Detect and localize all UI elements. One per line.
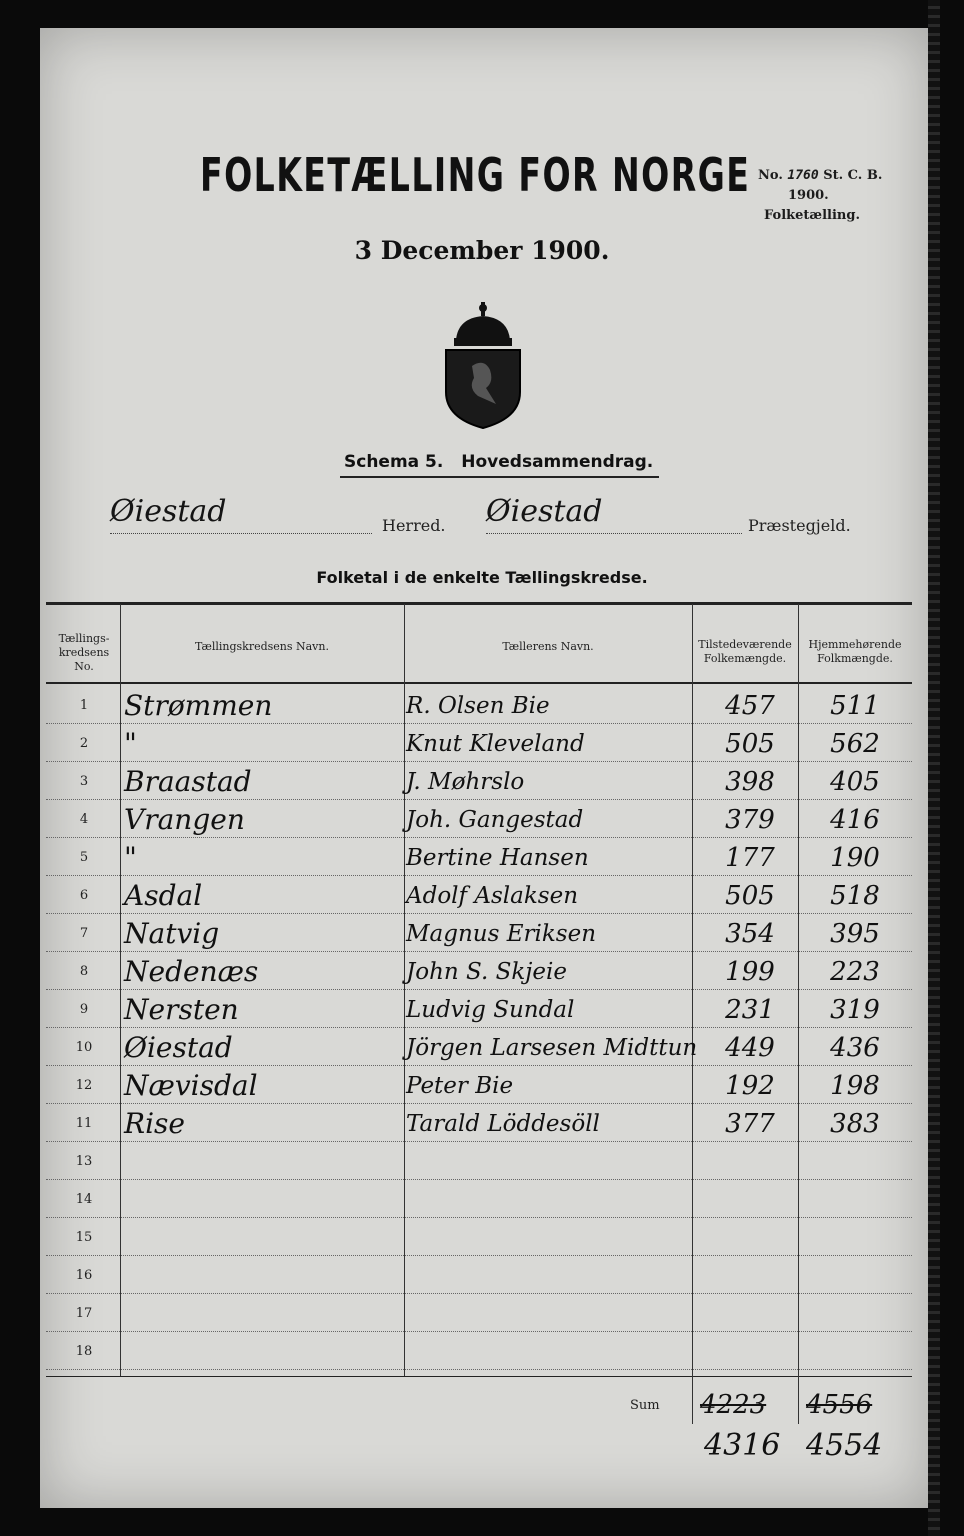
district-name: Øiestad [124,1031,233,1064]
enumerator-name: R. Olsen Bie [406,693,550,719]
present-population: 449 [725,1033,775,1063]
district-name: Nedenæs [124,955,259,988]
row-number: 2 [79,736,89,751]
table-header-rule [46,682,912,684]
page-title: FOLKETÆLLING FOR NORGE [200,148,751,202]
resident-population: 511 [830,691,880,721]
header-no: Tællings-kredsens No. [58,632,110,673]
herred-label: Herred. [382,516,446,535]
district-name: " [124,841,137,874]
resident-population: 405 [830,767,880,797]
present-population [702,1222,798,1254]
header-name: Tællingskredsens Navn. [195,640,329,653]
enumerator-name: Bertine Hansen [406,845,589,871]
present-population [702,1298,798,1330]
district-name: Braastad [124,765,252,798]
table-row [46,990,912,1028]
enumerator-name: Magnus Eriksen [406,921,597,947]
resident-population: 383 [830,1109,880,1139]
district-name: Rise [124,1107,185,1140]
resident-population: 223 [830,957,880,987]
table-row [46,724,912,762]
resident-population [802,1184,908,1216]
sum-tils-value: 4223 [700,1390,767,1420]
enumerator-name: Joh. Gangestad [406,807,584,833]
resident-population: 416 [830,805,880,835]
table-subtitle: Folketal i de enkelte Tællingskredse. [316,568,648,587]
header-teller: Tællerens Navn. [502,640,594,653]
table-bottom-rule [46,1376,912,1377]
table-top-rule [46,602,912,605]
schema-heading [340,452,659,478]
table-row [46,1104,912,1142]
table-row [46,1294,912,1332]
row-number: 8 [79,964,89,979]
row-number: 5 [79,850,89,865]
resident-population: 436 [830,1033,880,1063]
enumerator-name [406,1184,696,1216]
stamp-suffix: St. C. B. [823,168,883,183]
row-number: 12 [75,1078,93,1093]
enumerator-name: Tarald Löddesöll [406,1111,600,1137]
enumerator-name [406,1222,696,1254]
row-number: 10 [75,1040,93,1055]
district-name: Vrangen [124,803,245,836]
row-number: 7 [79,926,89,941]
resident-population: 190 [830,843,880,873]
table-row [46,838,912,876]
district-name [124,1184,404,1216]
present-population [702,1146,798,1178]
present-population: 231 [725,995,775,1025]
prestegjeld-label: Præstegjeld. [748,516,851,535]
row-number: 13 [75,1154,93,1169]
resident-population [802,1298,908,1330]
row-number: 11 [75,1116,93,1131]
herred-value: Øiestad [110,494,227,529]
present-population: 457 [725,691,775,721]
row-number: 3 [79,774,89,789]
present-population: 377 [725,1109,775,1139]
stamp-no-label: No. [758,168,783,183]
row-number: 15 [75,1230,93,1245]
herred-dotted-line [110,532,372,534]
enumerator-name: John S. Skjeie [406,959,567,985]
resident-population [802,1260,908,1292]
binding-edge [928,0,940,1536]
stamp-year: 1900. [788,188,829,203]
present-population: 354 [725,919,775,949]
resident-population: 562 [830,729,880,759]
table-row [46,686,912,724]
present-population [702,1184,798,1216]
resident-population: 319 [830,995,880,1025]
district-name: Strømmen [124,689,273,722]
present-population [702,1260,798,1292]
stamp-word: Folketælling. [764,208,860,223]
table-row [46,1180,912,1218]
table-row [46,762,912,800]
present-population: 379 [725,805,775,835]
present-population: 505 [725,881,775,911]
resident-population [802,1336,908,1368]
sum-hjem-value: 4556 [806,1390,873,1420]
enumerator-name: Adolf Aslaksen [406,883,579,909]
district-name [124,1298,404,1330]
table-row [46,1332,912,1370]
resident-population [802,1146,908,1178]
header-tils: Tilstedeværende Folkemængde. [698,638,792,665]
district-name [124,1336,404,1368]
corrected-tils-value: 4316 [704,1428,781,1463]
row-number: 6 [79,888,89,903]
header-hjem: Hjemmehørende Folkmængde. [808,638,902,665]
district-name [124,1146,404,1178]
prestegjeld-dotted-line [486,532,742,534]
schema-title: Hovedsammendrag. [461,452,654,472]
archive-stamp [758,166,918,226]
row-number: 17 [75,1306,93,1321]
district-name: Asdal [124,879,203,912]
district-name: Natvig [124,917,220,950]
table-row [46,1066,912,1104]
district-name [124,1222,404,1254]
resident-population: 198 [830,1071,880,1101]
table-row [46,1142,912,1180]
enumerator-name: Ludvig Sundal [406,997,575,1023]
table-row [46,1256,912,1294]
enumerator-name: J. Møhrslo [406,769,525,795]
enumerator-name: Peter Bie [406,1073,514,1099]
table-row [46,914,912,952]
row-number: 4 [79,812,89,827]
resident-population: 395 [830,919,880,949]
row-number: 9 [79,1002,89,1017]
district-name: Nersten [124,993,239,1026]
row-number: 18 [75,1344,93,1359]
present-population: 192 [725,1071,775,1101]
table-row [46,800,912,838]
present-population: 177 [725,843,775,873]
row-number: 16 [75,1268,93,1283]
present-population: 505 [725,729,775,759]
enumerator-name [406,1260,696,1292]
district-name [124,1260,404,1292]
row-dotted-line [46,1369,912,1370]
row-number: 1 [79,698,89,713]
present-population [702,1336,798,1368]
enumerator-name [406,1336,696,1368]
resident-population: 518 [830,881,880,911]
district-name: " [124,727,137,760]
coat-of-arms-icon [438,300,528,430]
resident-population [802,1222,908,1254]
present-population: 398 [725,767,775,797]
table-row [46,952,912,990]
district-name: Nævisdal [124,1069,258,1102]
schema-label: Schema 5. [344,452,444,472]
enumerator-name [406,1146,696,1178]
table-row [46,876,912,914]
enumerator-name: Knut Kleveland [406,731,585,757]
table-row [46,1028,912,1066]
prestegjeld-value: Øiestad [486,494,603,529]
stamp-no-value: 1760 [787,168,819,183]
table-row [46,1218,912,1256]
row-number: 14 [75,1192,93,1207]
enumerator-name [406,1298,696,1330]
census-date: 3 December 1900. [354,236,610,265]
enumerator-name: Jörgen Larsesen Midttun [406,1035,698,1061]
present-population: 199 [725,957,775,987]
sum-label: Sum [630,1398,660,1413]
corrected-hjem-value: 4554 [806,1428,883,1463]
